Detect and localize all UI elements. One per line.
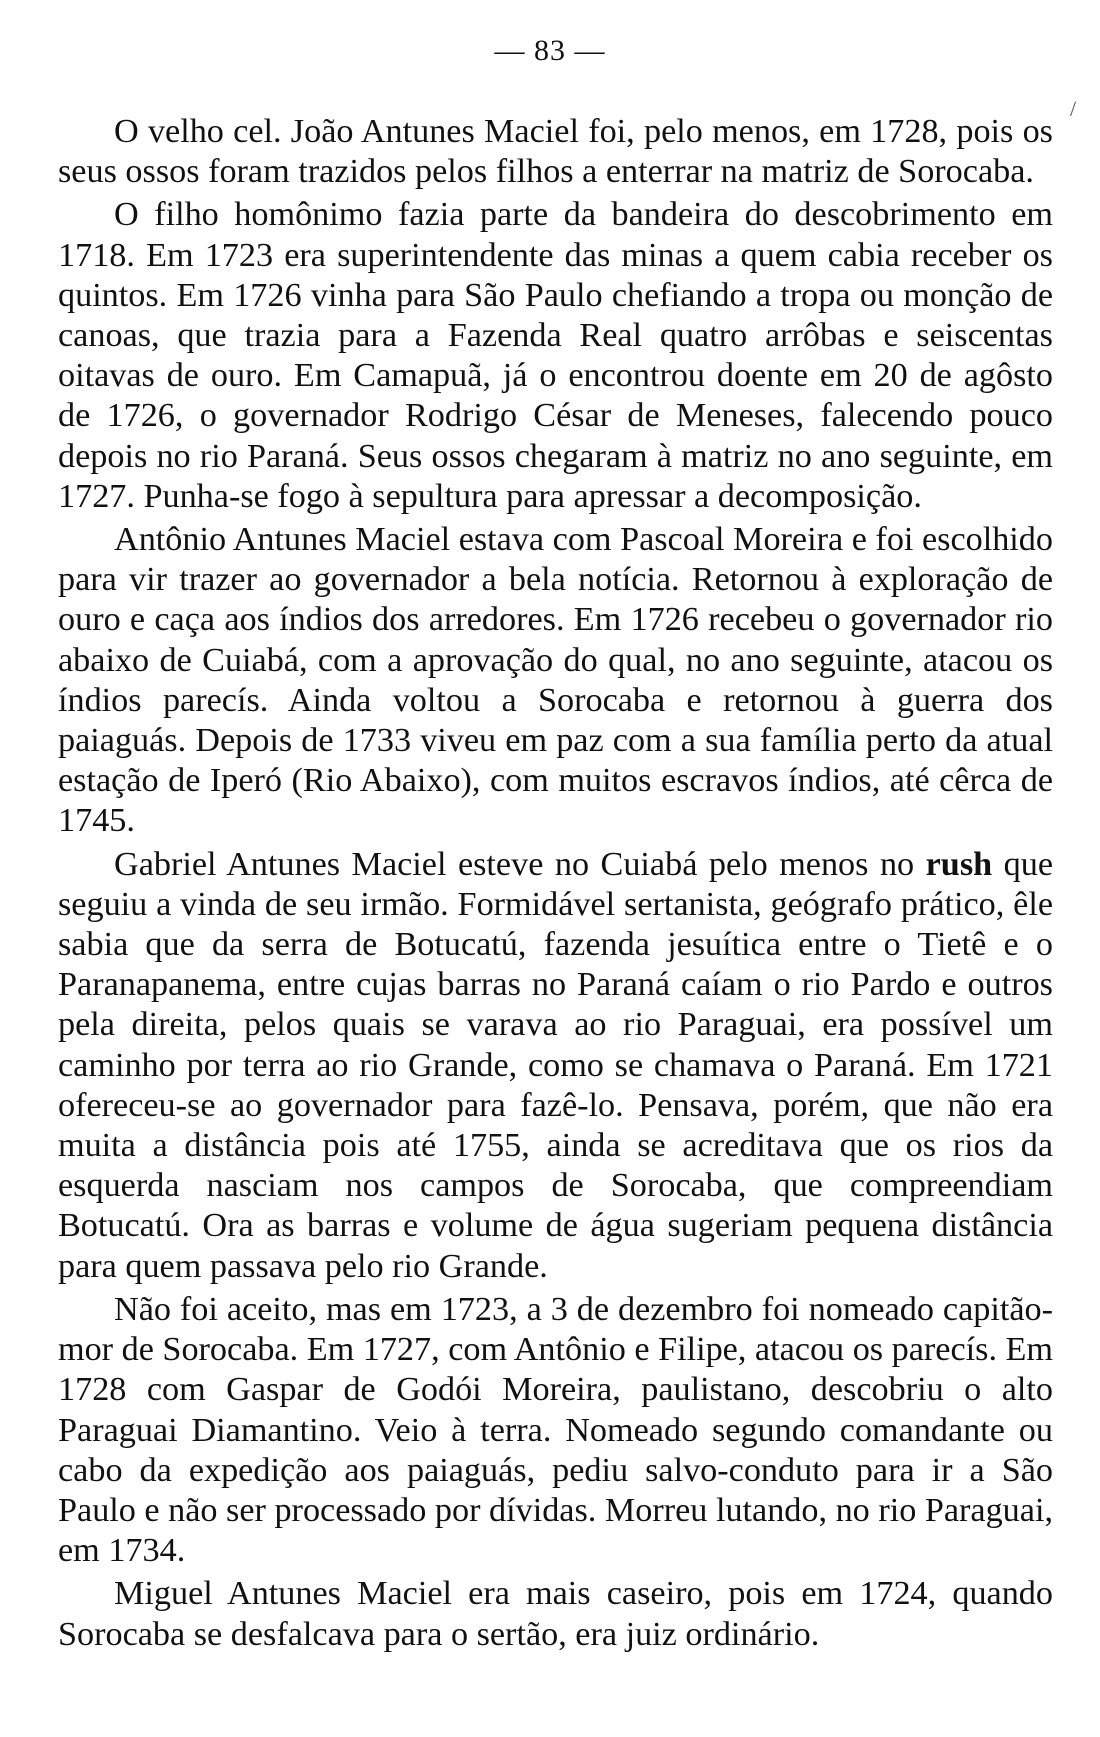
paragraph-miguel-antunes-maciel: Miguel Antunes Maciel era mais caseiro, pois em 1724, quando Sorocaba se desfalcava para o sertão, era juiz ordinário. [58,1575,1053,1653]
paragraph-text-segment: Gabriel Antunes Maciel esteve no Cuiabá pelo menos no [114,845,926,883]
body-text [58,112,1053,1655]
paragraph-gabriel-antunes-maciel [58,845,1053,1287]
paragraph-text-segment: que seguiu a vinda de seu irmão. Formidável sertanista, geógrafo prático, êle sabia que da serra de Botucatú, fazenda jesuítica entre o Tietê e o Paranapanema, entre cujas barras no Paraná caíam o rio Pardo e outros pela direita, pelos quais se varava ao rio Paraguai, era possível um caminho por terra ao rio Grande, como se chamava o Paraná. Em 1721 ofereceu-se ao governador para fazê-lo. Pensava, porém, que não era muita a distância pois até 1755, ainda se acreditava que os rios da esquerda nasciam nos campos de Sorocaba, que compreendiam Botucatú. Ora as barras e volume de água sugeriam pequena distância para quem passava pelo rio Grande. [58,845,1053,1285]
margin-mark: / [1070,96,1077,121]
paragraph-joao-antunes-maciel-jr: O filho homônimo fazia parte da bandeira do descobrimento em 1718. Em 1723 era superintendente das minas a quem cabia receber os quintos. Em 1726 vinha para São Paulo chefiando a tropa ou monção de canoas, que trazia para a Fazenda Real quatro arrôbas e seiscentas oitavas de ouro. Em Camapuã, já o encontrou doente em 20 de agôsto de 1726, o governador Rodrigo César de Meneses, falecendo pouco depois no rio Paraná. Seus ossos chegaram à matriz no ano seguinte, em 1727. Punha-se fogo à sepultura para apressar a decomposição. [58,196,1053,515]
emphasized-word: rush [925,845,993,883]
paragraph-gabriel-capitao-mor: Não foi aceito, mas em 1723, a 3 de dezembro foi nomeado capitão-mor de Sorocaba. Em 1727, com Antônio e Filipe, atacou os parecís. Em 1728 com Gaspar de Godói Moreira, paulistano, descobriu o alto Paraguai Diamantino. Veio à terra. Nomeado segundo comandante ou cabo da expedição aos paiaguás, pediu salvo-conduto para ir a São Paulo e não ser processado por dívidas. Morreu lutando, no rio Paraguai, em 1734. [58,1290,1054,1570]
paragraph-antonio-antunes-maciel: Antônio Antunes Maciel estava com Pascoal Moreira e foi escolhido para vir trazer ao governador a bela notícia. Retornou à exploração de ouro e caça aos índios dos arredores. Em 1726 recebeu o governador rio abaixo de Cuiabá, com a aprovação do qual, no ano seguinte, atacou os índios parecís. Ainda voltou a Sorocaba e retornou à guerra dos paiaguás. Depois de 1733 viveu em paz com a sua família perto da atual estação de Iperó (Rio Abaixo), com muitos escravos índios, até cêrca de 1745. [58,521,1053,840]
paragraph-joao-antunes-maciel-sr: O velho cel. João Antunes Maciel foi, pelo menos, em 1728, pois os seus ossos foram trazidos pelos filhos a enterrar na matriz de Sorocaba. [58,113,1053,191]
page-number: — 83 — [494,34,606,67]
